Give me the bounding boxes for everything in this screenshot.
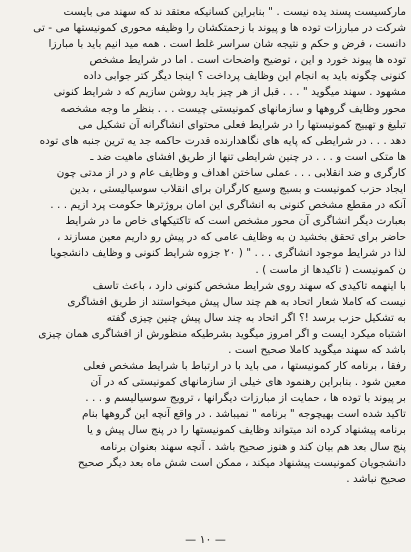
- text-line: مشهود . سهند میگوید " . . . قبل از هر چیز باید روشن سازیم که د شرایط کنونی: [53, 86, 406, 99]
- text-line: محور وظایف گروهها و سازمانهای کمونیستی چیست . . . بنظر ما وجه مشخصه: [60, 102, 406, 115]
- text-line: به تشکیل حزب برسد !؟ اگر اتحاد به چند سال پیش چنین چیزی گفته: [106, 311, 406, 324]
- text-line: شرکت در مبارزات توده ها و پیوند با زحمتکشان را وظیفه محوری کمونیستها می - تی: [33, 22, 406, 35]
- text-line: دهد . . . در شرایطی که پایه های نگاهدارنده قدرت حاکمه جد یه ترین جنبه های توده: [39, 134, 406, 147]
- text-line: بر پیوند با توده ها ، حمایت از مبارزات دیگرانها ، ترویج سوسیالیسم و . . .: [85, 392, 406, 405]
- text-line: تاکید شده است بهیچوجه " برنامه " نمیباشد . در واقع آنچه این گروهها بنام: [81, 408, 406, 421]
- text-line: ایجاد حزب کمونیست و بسیج وسیع کارگران برای انقلاب سوسیالیستی ، بدین: [69, 183, 406, 196]
- page-number: — ۱۰ —: [185, 533, 226, 546]
- text-line: صحیح نباشد .: [346, 472, 406, 485]
- text-line: آنکه در مقطع مشخص کنونی به انشاگری این امان بروژترها حکومت پرد ازیم . . .: [50, 199, 406, 212]
- document-body: [5, 4, 406, 487]
- text-line: توده ها پیوند خورد و این ، توضیح واضحات است . اما در شرایط مشخص: [89, 54, 406, 67]
- text-line: تبلیغ و تهییج کمونیستها را در شرایط فعلی محتوای انشاگرانه آن تشکیل می: [78, 118, 406, 131]
- text-line: مارکسیست پسند یده نیست . " بنابراین کسانیکه معتقد ند که سهند می بایست: [63, 6, 406, 18]
- text-line: کنونی چگونه باید به انجام این وظایف پرداخت ؟ اینجا دیگر کتر جوابی داده: [83, 70, 406, 83]
- text-line: کارگری و ضد انقلابی . . . عملی ساختن اهداف و وظایف عام و در از مدتی چون: [56, 166, 406, 179]
- text-line: لذا در شرایط موجود انشاگری . . . " ( ۲۰ جزوه شرایط کنونی و وظایف دانشجویا: [50, 247, 406, 260]
- text-line: ن کمونیست ( تاکیدها از ماست ) .: [255, 263, 406, 276]
- text-line: ها متکی است و . . . در چنین شرایطی تنها از طریق افشای ماهیت ضد ـ: [90, 150, 406, 163]
- text-line: باشد که سهند میگوید کاملا صحیح است .: [228, 343, 406, 356]
- text-line: رفقا ، برنامه کار کمونیستها ، می باید با در ارتباط با شرایط مشخص فعلی: [83, 360, 406, 373]
- text-line: با اینهمه تاکیدی که سهند روی شرایط مشخص کنونی دارد ، باعث تاسف: [92, 279, 406, 292]
- text-line: حاضر برای تحقق بخشید ن به وظایف عامی که در پیش رو داریم معین مسازند ،: [57, 231, 406, 244]
- text-line: اشتباه میکرد ایست و اگر امروز میگوید بشرطیکه منظورش از افشاگری همان چیزی: [38, 327, 406, 340]
- text-line: پنج سال بعد هم بیان کند و هنوز صحیح باشد . آنچه سهند بعنوان برنامه: [99, 440, 406, 453]
- text-line: برنامه پیشنهاد کرده اند میتواند وظایف کمونیستها را در پنج سال پیش و یا: [86, 424, 406, 437]
- text-line: دانست ، فرض و حکم و نتیجه شان سراسر غلط است . همه مید انیم باید با مبارزا: [48, 38, 406, 51]
- text-line: دانشجویان کمونیست پیشنهاد میکند ، ممکن است شش ماه بعد دیگر صحیح: [77, 456, 406, 469]
- text-line: بعبارت دیگر انشاگری آن محور مشخص است که تاکتیکهای خاص ما در شرایط: [65, 215, 406, 228]
- text-line: معین شود . بنابراین رهنمود های خیلی از سازمانهای کمونیستی که در آن: [90, 376, 406, 389]
- text-line: نیست که کاملا شعار اتحاد به هم چند سال پیش میخواستند از طریق افشاگری: [67, 295, 406, 308]
